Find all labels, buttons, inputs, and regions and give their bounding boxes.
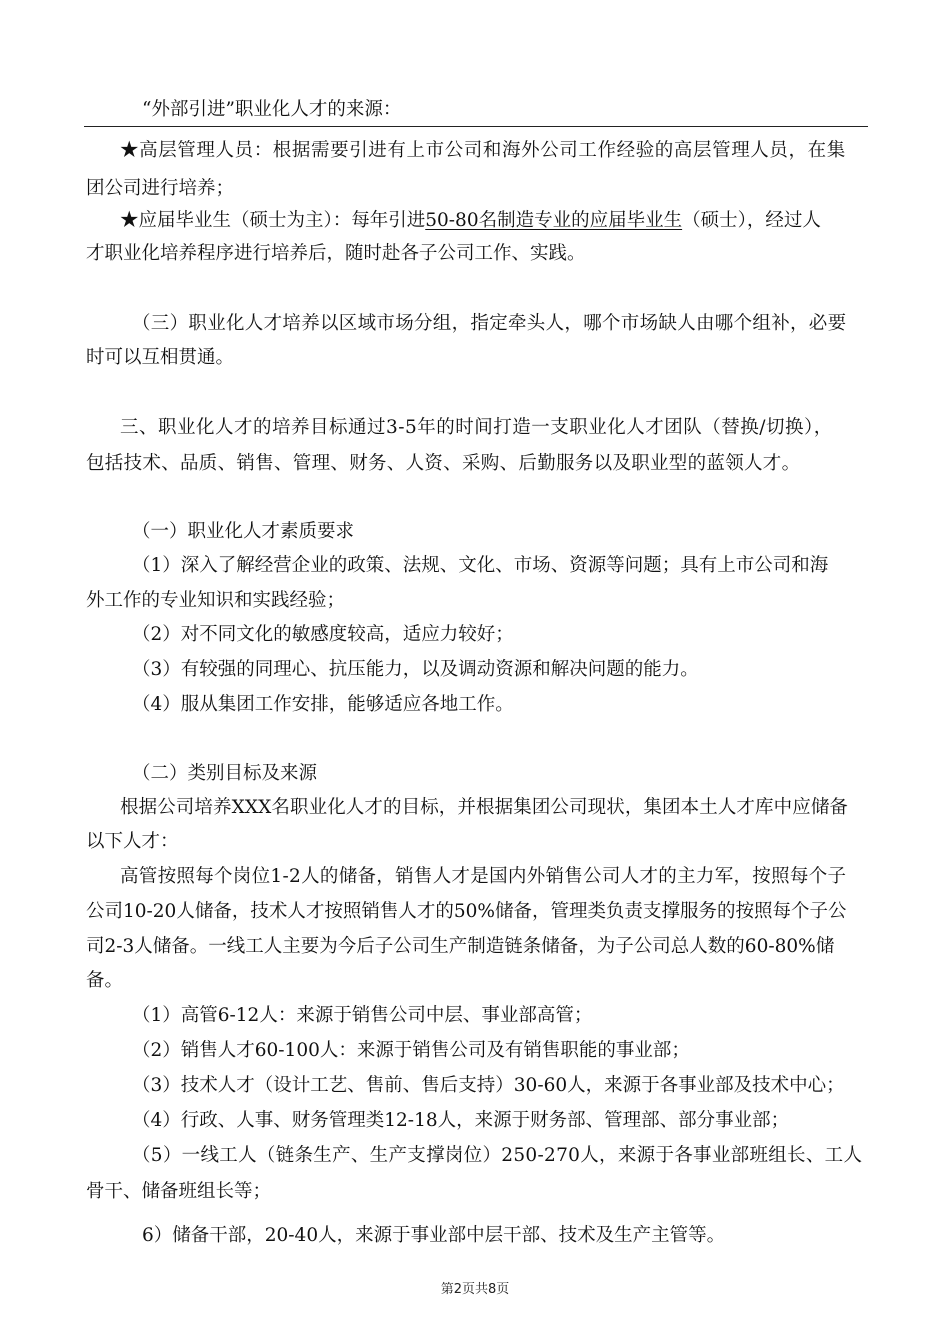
page-footer: 第2页共8页 bbox=[440, 1282, 510, 1297]
senior-managers-line-2: 团公司进行培养； bbox=[86, 178, 235, 199]
reserve-line-4: 备。 bbox=[86, 970, 124, 991]
part-3-line-1: 三、职业化人才的培养目标通过3-5年的时间打造一支职业化人才团队（替换/切换）， bbox=[120, 417, 833, 438]
senior-managers-line-1: ★高层管理人员：根据需要引进有上市公司和海外公司工作经验的高层管理人员，在集 bbox=[120, 140, 846, 161]
quality-4: （4）服从集团工作安排，能够适应各地工作。 bbox=[132, 694, 514, 715]
quality-1-line-2: 外工作的专业知识和实践经验； bbox=[86, 590, 346, 611]
graduates-underlined: 50-80名制造专业的应届毕业生 bbox=[425, 210, 683, 231]
graduates-line-1 bbox=[120, 209, 868, 233]
section-3-line-2: 时可以互相贯通。 bbox=[86, 347, 235, 368]
source-1: （1）高管6-12人：来源于销售公司中层、事业部高管； bbox=[132, 1005, 593, 1026]
reserve-line-1: 高管按照每个岗位1-2人的储备，销售人才是国内外销售公司人才的主力军，按照每个子 bbox=[120, 866, 847, 887]
source-5-line-2: 骨干、储备班组长等； bbox=[86, 1181, 272, 1202]
source-2: （2）销售人才60-100人：来源于销售公司及有销售职能的事业部； bbox=[132, 1040, 690, 1061]
source-5-line-1: （5）一线工人（链条生产、生产支撑岗位）250-270人，来源于各事业部班组长、工人 bbox=[132, 1145, 863, 1166]
reserve-line-2: 公司10-20人储备，技术人才按照销售人才的50%储备，管理类负责支撑服务的按照每个子公 bbox=[86, 901, 847, 922]
source-6: 6）储备干部，20-40人，来源于事业部中层干部、技术及生产主管等。 bbox=[142, 1225, 726, 1246]
reserve-line-3: 司2-3人储备。一线工人主要为今后子公司生产制造链条储备，为子公司总人数的60-80%储 bbox=[86, 936, 835, 957]
source-4: （4）行政、人事、财务管理类12-18人，来源于财务部、管理部、部分事业部； bbox=[132, 1110, 790, 1131]
external-sources-heading: “外部引进”职业化人才的来源： bbox=[142, 99, 402, 120]
quality-2: （2）对不同文化的敏感度较高，适应力较好； bbox=[132, 624, 514, 645]
part-3-line-2: 包括技术、品质、销售、管理、财务、人资、采购、后勤服务以及职业型的蓝领人才。 bbox=[86, 453, 801, 474]
quality-1-line-1: （1）深入了解经营企业的政策、法规、文化、市场、资源等问题；具有上市公司和海 bbox=[132, 555, 829, 576]
graduates-prefix: ★应届毕业生（硕士为主）：每年引进 bbox=[120, 210, 426, 231]
quality-3: （3）有较强的同理心、抗压能力，以及调动资源和解决问题的能力。 bbox=[132, 659, 699, 680]
header-rule bbox=[84, 126, 868, 127]
category-heading: （二）类别目标及来源 bbox=[132, 763, 318, 784]
graduates-suffix: （硕士），经过人 bbox=[682, 210, 821, 231]
category-intro-line-1: 根据公司培养XXX名职业化人才的目标，并根据集团公司现状，集团本土人才库中应储备 bbox=[120, 797, 849, 818]
graduates-line-2: 才职业化培养程序进行培养后，随时赴各子公司工作、实践。 bbox=[86, 243, 586, 264]
category-intro-line-2: 以下人才： bbox=[86, 831, 179, 852]
section-3-line-1: （三）职业化人才培养以区域市场分组，指定牵头人，哪个市场缺人由哪个组补，必要 bbox=[132, 313, 847, 334]
quality-heading: （一）职业化人才素质要求 bbox=[132, 521, 355, 542]
source-3: （3）技术人才（设计工艺、售前、售后支持）30-60人，来源于各事业部及技术中心； bbox=[132, 1075, 845, 1096]
